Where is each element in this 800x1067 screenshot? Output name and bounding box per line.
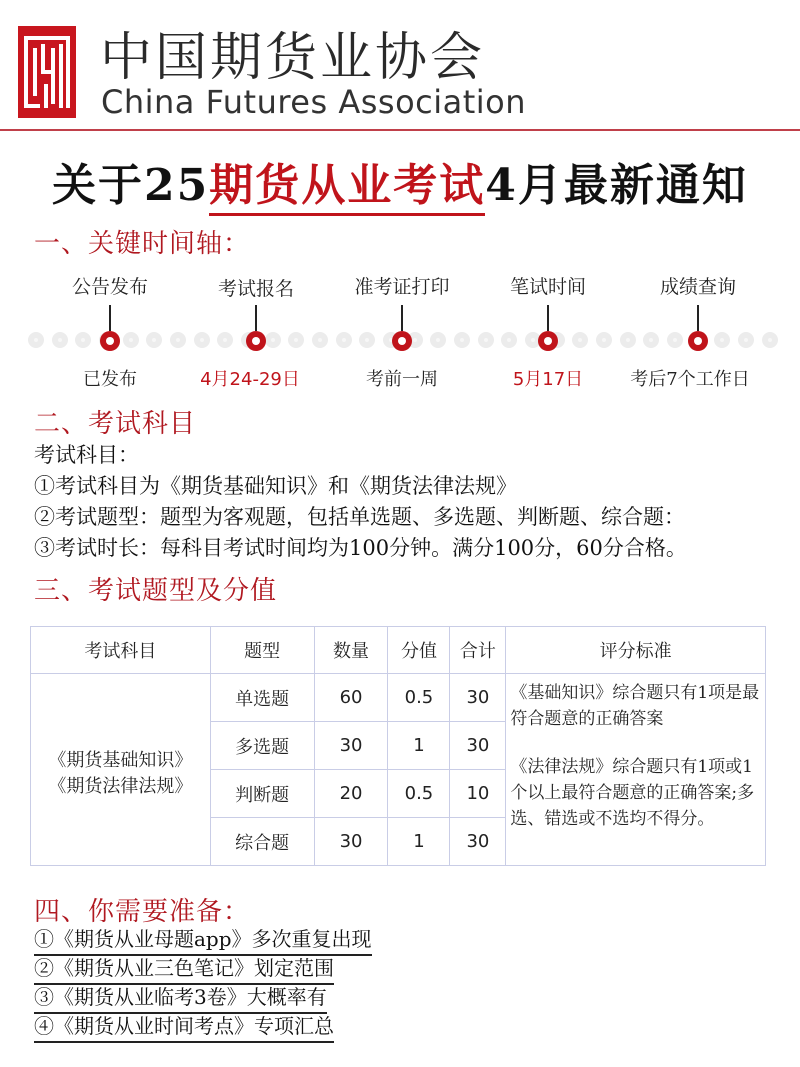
criteria-text: 《基础知识》综合题只有1项是最符合题意的正确答案 [510, 683, 760, 729]
timeline-node-icon [688, 331, 708, 351]
timeline-stem [109, 305, 111, 331]
question-total: 30 [450, 674, 506, 722]
timeline-stem [697, 305, 699, 331]
timeline-dot-icon [501, 332, 517, 348]
timeline-label-results: 成绩查询 [659, 276, 736, 298]
timeline-node-icon [246, 331, 266, 351]
page-title [0, 156, 800, 216]
question-type: 判断题 [210, 770, 314, 818]
timeline-label-admission-print: 准考证打印 [354, 276, 450, 298]
subject-name: 《期货法律法规》 [48, 775, 193, 797]
question-count: 20 [314, 770, 388, 818]
question-total: 30 [450, 818, 506, 866]
criteria-cell [506, 674, 766, 866]
timeline-dot-icon [478, 332, 494, 348]
timeline-dot-icon [596, 332, 612, 348]
title-prefix: 关于25 [52, 160, 210, 211]
question-score: 0.5 [388, 674, 450, 722]
timeline-dot-icon [620, 332, 636, 348]
subject-name: 《期货基础知识》 [48, 749, 193, 771]
question-count: 30 [314, 722, 388, 770]
timeline-dot-icon [217, 332, 233, 348]
timeline-dot-icon [170, 332, 186, 348]
timeline-dot-icon [359, 332, 375, 348]
timeline-value-registration: 4月24-29日 [200, 369, 300, 390]
subject-cell [31, 674, 211, 866]
section-heading-preparation: 四、你需要准备： [34, 897, 251, 927]
prep-item-link[interactable]: ②《期货从业三色笔记》划定范围 [34, 953, 334, 985]
question-count: 30 [314, 818, 388, 866]
question-score: 1 [388, 722, 450, 770]
timeline-node-icon [100, 331, 120, 351]
question-score: 1 [388, 818, 450, 866]
prep-item-link[interactable]: ④《期货从业时间考点》专项汇总 [34, 1011, 334, 1043]
timeline-node-icon [538, 331, 558, 351]
timeline-value-results: 考后7个工作日 [630, 369, 750, 390]
table-header: 分值 [388, 627, 450, 674]
timeline-dot-icon [288, 332, 304, 348]
timeline-dot-icon [123, 332, 139, 348]
question-type: 多选题 [210, 722, 314, 770]
timeline-dot-icon [454, 332, 470, 348]
section-heading-subjects: 二、考试科目 [34, 409, 197, 439]
subjects-item: ①考试科目为《期货基础知识》和《期货法律法规》 [34, 474, 517, 498]
table-header: 题型 [210, 627, 314, 674]
question-total: 30 [450, 722, 506, 770]
question-type: 综合题 [210, 818, 314, 866]
section-heading-question-types: 三、考试题型及分值 [34, 576, 278, 606]
table-header-row [31, 627, 766, 674]
table-header: 数量 [314, 627, 388, 674]
timeline-dot-icon [430, 332, 446, 348]
subjects-item: ③考试时长：每科目考试时间均为100分钟。满分100分，60分合格。 [34, 536, 687, 560]
timeline-dot-icon [667, 332, 683, 348]
title-suffix: 4月最新通知 [485, 160, 748, 211]
prep-item-link[interactable]: ①《期货从业母题app》多次重复出现 [34, 924, 372, 956]
criteria-text: 《法律法规》综合题只有1项或1个以上最符合题意的正确答案;多选、错选或不选均不得分。 [510, 757, 755, 829]
timeline-value-admission-print: 考前一周 [366, 369, 438, 390]
timeline-dot-icon [762, 332, 778, 348]
timeline-label-registration: 考试报名 [217, 278, 294, 300]
timeline-stem [401, 305, 403, 331]
timeline-dot-icon [265, 332, 281, 348]
timeline-stem [547, 305, 549, 331]
exam-score-table [30, 626, 766, 866]
table-header: 考试科目 [31, 627, 211, 674]
question-count: 60 [314, 674, 388, 722]
timeline-dot-icon [312, 332, 328, 348]
org-name-en: China Futures Association [101, 83, 527, 121]
timeline-node-icon [392, 331, 412, 351]
table-header: 评分标准 [506, 627, 766, 674]
question-score: 0.5 [388, 770, 450, 818]
timeline-dot-icon [52, 332, 68, 348]
timeline-dot-icon [643, 332, 659, 348]
question-total: 10 [450, 770, 506, 818]
timeline-dot-icon [714, 332, 730, 348]
table-header: 合计 [450, 627, 506, 674]
timeline-dot-icon [194, 332, 210, 348]
timeline-stem [255, 305, 257, 331]
timeline-dot-icon [336, 332, 352, 348]
org-name-cn: 中国期货业协会 [100, 28, 486, 88]
timeline-dot-icon [572, 332, 588, 348]
prep-item-link[interactable]: ③《期货从业临考3卷》大概率有 [34, 982, 327, 1014]
header-divider [0, 129, 800, 131]
subjects-intro: 考试科目： [34, 443, 139, 467]
section-heading-timeline: 一、关键时间轴： [34, 229, 251, 259]
timeline-dot-icon [28, 332, 44, 348]
timeline-dot-icon [738, 332, 754, 348]
timeline-dot-icon [75, 332, 91, 348]
title-highlight: 期货从业考试 [209, 160, 485, 216]
timeline-dot-icon [146, 332, 162, 348]
timeline-value-announce: 已发布 [83, 369, 137, 390]
subjects-item: ②考试题型：题型为客观题，包括单选题、多选题、判断题、综合题： [34, 505, 685, 529]
timeline-value-exam-date: 5月17日 [512, 369, 584, 390]
question-type: 单选题 [210, 674, 314, 722]
table-row [31, 674, 766, 722]
cfa-logo-icon [18, 26, 76, 118]
timeline-label-exam-date: 笔试时间 [509, 276, 586, 298]
timeline-label-announce: 公告发布 [71, 276, 148, 298]
